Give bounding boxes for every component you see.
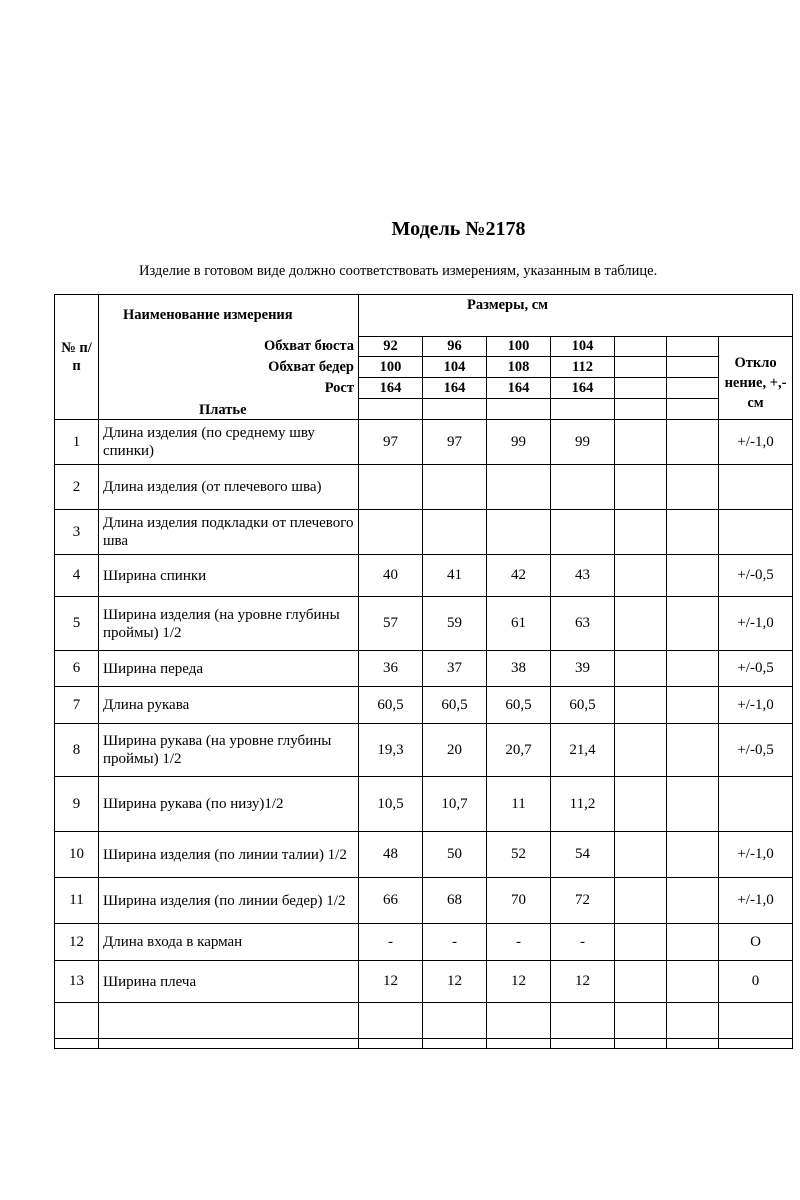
row-name: Ширина рукава (по низу)1/2 [99,777,359,832]
row-value [487,465,551,510]
table-row [55,420,793,465]
row-name: Длина изделия (по среднему шву спинки) [99,420,359,465]
row-name: Ширина спинки [99,555,359,597]
table-row [55,961,793,1003]
bust-label: Обхват бюста [99,337,359,357]
row-number: 2 [55,465,99,510]
row-value: 97 [423,420,487,465]
row-number: 12 [55,924,99,961]
row-value: 97 [359,420,423,465]
row-name: Длина изделия подкладки от плечевого шва [99,510,359,555]
row-value [551,465,615,510]
row-value: 60,5 [551,687,615,724]
row-value: 38 [487,651,551,687]
row-value: - [423,924,487,961]
row-value: 61 [487,597,551,651]
row-value: 72 [551,878,615,924]
row-value: 10,7 [423,777,487,832]
row-value: 40 [359,555,423,597]
hip-label: Обхват бедер [99,357,359,378]
row-number: 1 [55,420,99,465]
header-name: Наименование измерения [99,295,359,337]
row-value: 52 [487,832,551,878]
table-row [55,832,793,878]
hip-size: 100 [359,357,423,378]
hip-size: 104 [423,357,487,378]
row-value: 59 [423,597,487,651]
row-value: 41 [423,555,487,597]
table-row [55,687,793,724]
row-number: 9 [55,777,99,832]
row-name: Длина изделия (от плечевого шва) [99,465,359,510]
row-value: 57 [359,597,423,651]
dress-label: Платье [99,399,359,420]
table-row [55,510,793,555]
row-value: 48 [359,832,423,878]
row-value: 36 [359,651,423,687]
row-value: 42 [487,555,551,597]
row-number: 7 [55,687,99,724]
row-name: Длина входа в карман [99,924,359,961]
header-deviation: Откло нение, +,- см [719,337,793,420]
row-value: 99 [487,420,551,465]
row-value: 10,5 [359,777,423,832]
row-number: 10 [55,832,99,878]
row-value: 60,5 [487,687,551,724]
row-number: 4 [55,555,99,597]
height-size: 164 [551,378,615,399]
row-value [423,510,487,555]
row-number: 3 [55,510,99,555]
row-value: 68 [423,878,487,924]
table-row [55,878,793,924]
row-value: 21,4 [551,724,615,777]
row-name: Ширина изделия (на уровне глубины проймы) 1/2 [99,597,359,651]
bust-size: 92 [359,337,423,357]
height-label: Рост [99,378,359,399]
table-row [55,651,793,687]
row-value: 12 [359,961,423,1003]
row-value: 54 [551,832,615,878]
row-number: 11 [55,878,99,924]
header-sizes: Размеры, см [359,295,793,337]
row-value: 70 [487,878,551,924]
row-value: 60,5 [423,687,487,724]
row-deviation: +/-0,5 [719,555,793,597]
height-size: 164 [359,378,423,399]
row-deviation: +/-1,0 [719,687,793,724]
bust-size: 104 [551,337,615,357]
row-value: 50 [423,832,487,878]
row-value [551,510,615,555]
table-row [55,465,793,510]
row-number: 13 [55,961,99,1003]
row-deviation: +/-0,5 [719,724,793,777]
row-value: 63 [551,597,615,651]
row-value [487,510,551,555]
row-deviation: +/-1,0 [719,832,793,878]
header-row-hips [55,357,793,378]
row-value: 12 [551,961,615,1003]
header-num: № п/п [55,295,99,420]
row-value: 99 [551,420,615,465]
row-value: 37 [423,651,487,687]
row-deviation: +/-0,5 [719,651,793,687]
table-row [55,777,793,832]
row-deviation: О [719,924,793,961]
table-row-empty [55,1039,793,1049]
row-name: Ширина изделия (по линии талии) 1/2 [99,832,359,878]
row-deviation: +/-1,0 [719,420,793,465]
row-deviation: +/-1,0 [719,878,793,924]
row-value: 19,3 [359,724,423,777]
bust-size: 100 [487,337,551,357]
row-deviation [719,777,793,832]
header-row-bust [55,337,793,357]
row-name: Длина рукава [99,687,359,724]
row-value: 12 [423,961,487,1003]
measurement-table [54,294,793,1049]
bust-size: 96 [423,337,487,357]
row-value: 20 [423,724,487,777]
height-size: 164 [487,378,551,399]
row-value: 60,5 [359,687,423,724]
table-row-empty [55,1003,793,1039]
row-name: Ширина переда [99,651,359,687]
row-deviation [719,465,793,510]
height-size: 164 [423,378,487,399]
row-number: 8 [55,724,99,777]
page-title: Модель №2178 [391,218,526,240]
row-value: 66 [359,878,423,924]
page-subtitle: Изделие в готовом виде должно соответствовать измерениям, указанным в таблице. [139,263,658,279]
row-value [359,510,423,555]
table-row [55,724,793,777]
row-value [359,465,423,510]
row-value: 39 [551,651,615,687]
row-deviation: +/-1,0 [719,597,793,651]
row-value: 43 [551,555,615,597]
hip-size: 108 [487,357,551,378]
header-row-height [55,378,793,399]
row-value: 11,2 [551,777,615,832]
row-value [423,465,487,510]
row-deviation: 0 [719,961,793,1003]
header-row-dress [55,399,793,420]
header-row-sizes [55,295,793,337]
row-name: Ширина плеча [99,961,359,1003]
row-deviation [719,510,793,555]
row-number: 6 [55,651,99,687]
table-row [55,597,793,651]
row-value: 12 [487,961,551,1003]
row-value: - [551,924,615,961]
row-name: Ширина рукава (на уровне глубины проймы) 1/2 [99,724,359,777]
row-name: Ширина изделия (по линии бедер) 1/2 [99,878,359,924]
row-value: 20,7 [487,724,551,777]
table-row [55,555,793,597]
table-row [55,924,793,961]
row-value: - [487,924,551,961]
row-value: 11 [487,777,551,832]
row-value: - [359,924,423,961]
row-number: 5 [55,597,99,651]
hip-size: 112 [551,357,615,378]
